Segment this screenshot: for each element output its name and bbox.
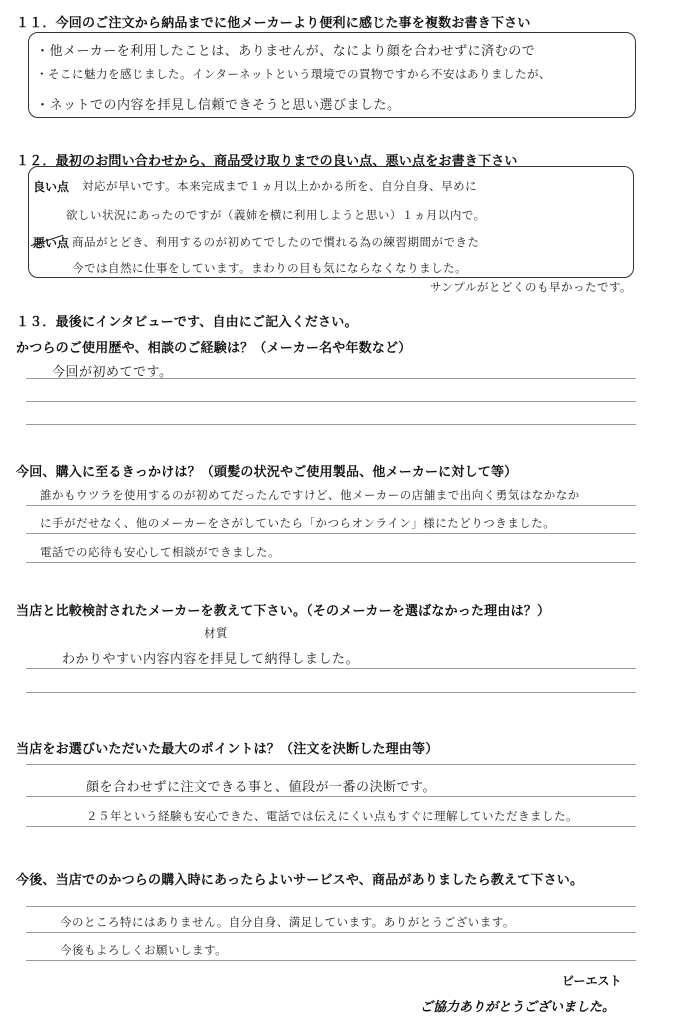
q12-line-3: 商品がとどき、利用するのが初めてでしたので慣れる為の練習期間ができた — [72, 235, 480, 249]
q13-compared-makers-question: 当店と比較検討されたメーカーを教えて下さい。（そのメーカーを選ばなかった理由は？） — [16, 604, 551, 619]
answer-line — [26, 932, 636, 933]
q11-title: １１．今回のご注文から納品までに他メーカーより便利に感じた事を複数お書き下さい — [16, 16, 531, 31]
q13-purchase-trigger-question: 今回、購入に至るきっかけは？（頭髪の状況やご使用製品、他メーカーに対して等） — [16, 465, 518, 480]
answer-line — [26, 764, 636, 765]
q13-usage-history-answer: 今回が初めてです。 — [52, 365, 173, 380]
q13-deciding-point-question: 当店をお選びいただいた最大のポイントは？（注文を決断した理由等） — [16, 742, 439, 757]
q13-future-service-answer-2: 今後もよろしくお願いします。 — [60, 943, 228, 957]
signature: ビーエスト — [562, 974, 622, 988]
answer-line — [26, 562, 636, 563]
answer-line — [26, 668, 636, 669]
answer-line — [26, 533, 636, 534]
bad-point-label: 悪い点 — [33, 236, 70, 250]
q13-title: １３．最後にインタビューです、自由にご記入ください。 — [16, 315, 358, 330]
q12-line-5: サンプルがとどくのも早かったです。 — [430, 280, 633, 294]
answer-line — [26, 960, 636, 961]
answer-line — [26, 692, 636, 693]
good-point-label: 良い点 — [33, 180, 70, 194]
q11-answer-1: ・他メーカーを利用したことは、ありませんが、なにより顔を合わせずに済むので — [36, 44, 536, 59]
q12-line-4: 今では自然に仕事をしています。まわりの目も気にならなくなりました。 — [72, 261, 468, 275]
q11-answer-3: ・ネットでの内容を拝見し信頼できそうと思い選びました。 — [36, 98, 401, 113]
q12-line-2: 欲しい状況にあったのですが（義姉を横に利用しようと思い）１ヵ月以内で。 — [66, 208, 486, 222]
q12-title: １２．最初のお問い合わせから、商品受け取りまでの良い点、悪い点をお書き下さい — [16, 154, 518, 169]
q13-future-service-question: 今後、当店でのかつらの購入時にあったらよいサービスや、商品がありましたら教えて下さい。 — [16, 873, 584, 888]
q13-compared-makers-answer: わかりやすい内容内容を拝見して納得しました。 — [62, 652, 360, 667]
answer-line — [26, 826, 636, 827]
q12-line-1: 対応が早いです。本来完成まで１ヵ月以上かかる所を、自分自身、早めに — [82, 179, 478, 193]
answer-line — [26, 906, 636, 907]
q11-answer-2: ・そこに魅力を感じました。インターネットという環境での買物ですから不安はありましたが、 — [36, 67, 551, 81]
q13-purchase-trigger-answer-2: に手がだせなく、他のメーカーをさがしていたら「かつらオンライン」様にたどりつきました。 — [40, 516, 556, 530]
answer-line — [26, 401, 636, 402]
answer-line — [26, 505, 636, 506]
q13-compared-makers-insert: 材質 — [204, 626, 228, 640]
q13-purchase-trigger-answer-1: 誰かもウツラを使用するのが初めてだったんですけど、他メーカーの店舗まで出向く勇気はなかなか — [40, 488, 580, 502]
q13-usage-history-question: かつらのご使用歴や、相談のご経験は？（メーカー名や年数など） — [16, 341, 412, 356]
answer-line — [26, 796, 636, 797]
answer-line — [26, 378, 636, 379]
q13-deciding-point-answer-1: 顔を合わせずに注文できる事と、値段が一番の決断です。 — [86, 780, 436, 795]
q13-future-service-answer-1: 今のところ特にはありません。自分自身、満足しています。ありがとうございます。 — [60, 915, 515, 929]
q13-purchase-trigger-answer-3: 電話での応待も安心して相談ができました。 — [40, 545, 280, 559]
answer-line — [26, 424, 636, 425]
q13-deciding-point-answer-2: ２５年という経験も安心できた、電話では伝えにくい点もすぐに理解していただきました。 — [86, 809, 578, 823]
thanks-message: ご協力ありがとうございました。 — [420, 1000, 616, 1015]
